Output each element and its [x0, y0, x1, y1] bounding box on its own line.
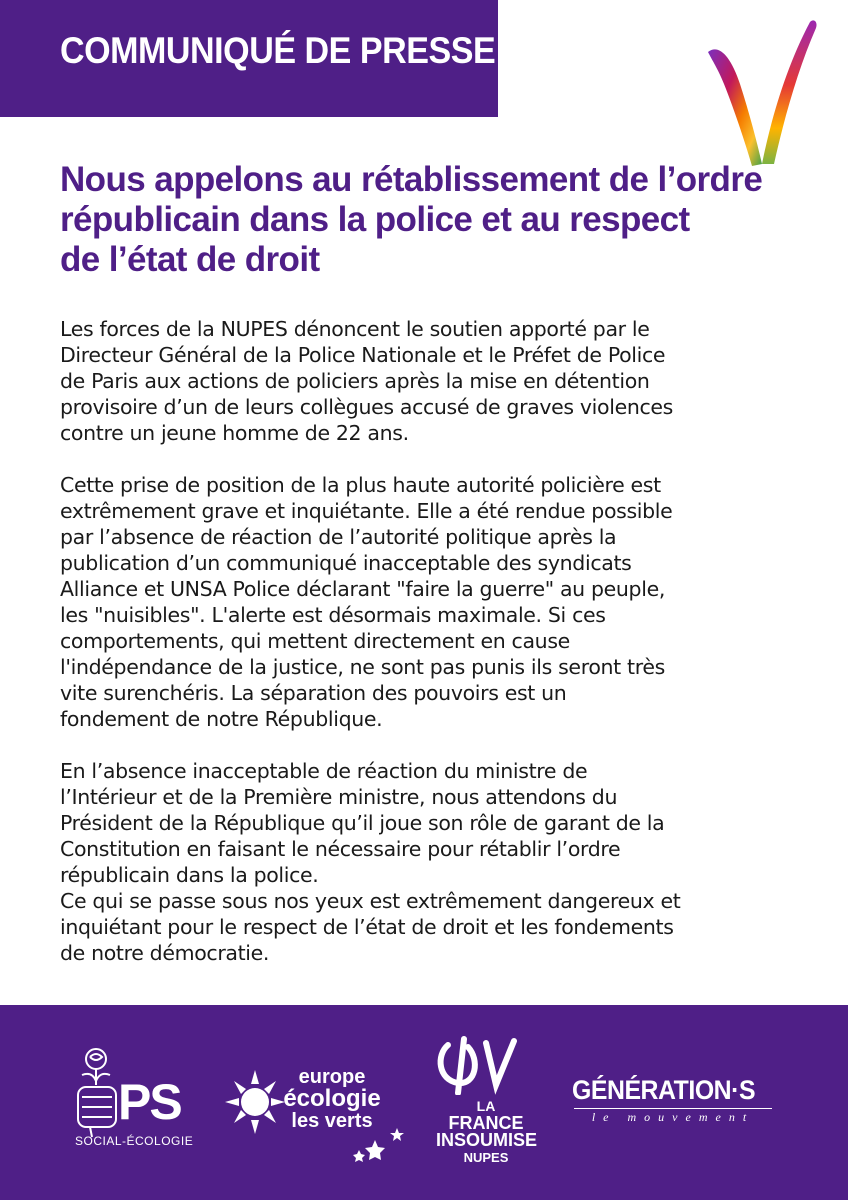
lfi-wordmark [436, 1098, 536, 1166]
body-line: l’Intérieur et de la Première ministre, nous attendons du [60, 785, 618, 809]
paragraph-1 [60, 316, 800, 446]
header-band [0, 0, 498, 117]
headline-line: de l’état de droit [60, 240, 320, 279]
lfi-line: NUPES [463, 1150, 509, 1165]
lfi-line: INSOUMISE [436, 1130, 538, 1150]
body-line: de Paris aux actions de policiers après la mise en détention [60, 369, 650, 393]
body-line: les "nuisibles". L'alerte est désormais maximale. Si ces [60, 603, 606, 627]
body-line: par l’absence de réaction de l’autorité politique après la [60, 525, 617, 549]
body-line: extrêmement grave et inquiétante. Elle a été rendue possible [60, 499, 673, 523]
body-line: Président de la République qu’il joue son rôle de garant de la [60, 811, 665, 835]
body-line: comportements, qui mettent directement en cause [60, 629, 570, 653]
eelv-line: europe [298, 1066, 366, 1088]
headline [60, 160, 800, 280]
eelv-line: les verts [291, 1110, 373, 1132]
eelv-wordmark [277, 1066, 387, 1132]
lfi-line: FRANCE [448, 1113, 524, 1133]
body-line: vite surenchéris. La séparation des pouvoirs est un [60, 681, 567, 705]
body-line: Les forces de la NUPES dénoncent le soutien apporté par le [60, 317, 650, 341]
press-release-label: COMMUNIQUÉ DE PRESSE [60, 30, 496, 71]
body-line: de notre démocratie. [60, 941, 270, 965]
generations-wordmark: GÉNÉRATION·S [572, 1075, 756, 1105]
eelv-line: écologie [283, 1085, 381, 1112]
lfi-phi-logo [428, 1035, 538, 1095]
paragraph-2 [60, 472, 800, 732]
lfi-line: LA [476, 1098, 496, 1114]
ps-caption: SOCIAL-ÉCOLOGIE [75, 1134, 194, 1148]
headline-line: Nous appelons au rétablissement de l’ordre [60, 160, 763, 199]
headline-line: républicain dans la police et au respect [60, 200, 690, 239]
body-text [60, 316, 800, 966]
body-line: Directeur Général de la Police Nationale et le Préfet de Police [60, 343, 666, 367]
paragraph-3 [60, 758, 800, 888]
body-line: contre un jeune homme de 22 ans. [60, 421, 409, 445]
body-line: inquiétant pour le respect de l’état de droit et les fondements [60, 915, 674, 939]
paragraph-4 [60, 888, 800, 966]
nupes-v-logo [700, 14, 820, 174]
body-line: Alliance et UNSA Police déclarant "faire la guerre" au peuple, [60, 577, 665, 601]
body-line: Constitution en faisant le nécessaire pour rétablir l’ordre [60, 837, 621, 861]
body-line: provisoire d’un de leurs collègues accusé de graves violences [60, 395, 673, 419]
body-line: publication d’un communiqué inacceptable des syndicats [60, 551, 632, 575]
body-line: fondement de notre République. [60, 707, 383, 731]
generations-tagline: le mouvement [574, 1108, 772, 1125]
body-line: Cette prise de position de la plus haute autorité policière est [60, 473, 661, 497]
ps-letters: PS [118, 1074, 181, 1130]
body-line: républicain dans la police. [60, 863, 319, 887]
body-line: En l’absence inacceptable de réaction du ministre de [60, 759, 588, 783]
body-line: Ce qui se passe sous nos yeux est extrêmement dangereux et [60, 889, 681, 913]
body-line: l'indépendance de la justice, ne sont pas punis ils seront très [60, 655, 665, 679]
